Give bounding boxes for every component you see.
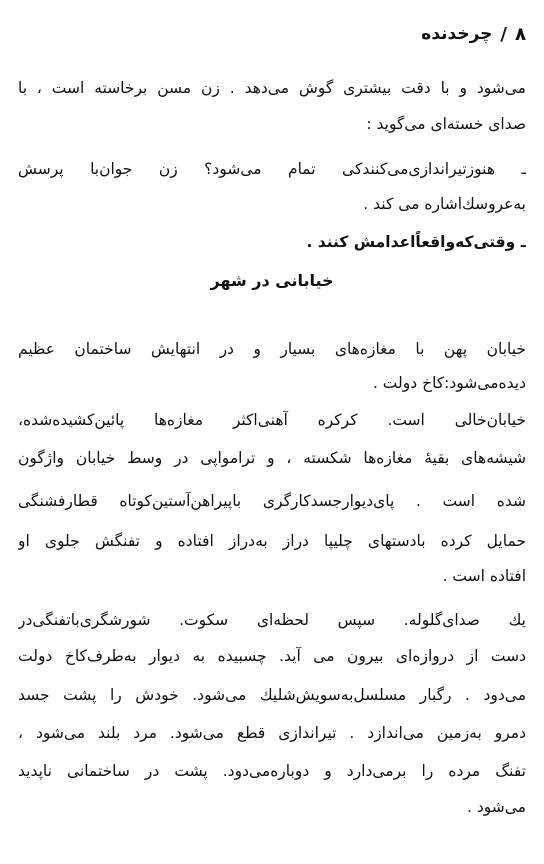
dialogue-line: ـ هنوزتیراندازی‌می‌کنندکی تمام می‌شود؟ زن جوان‌با پرسش — [18, 160, 526, 178]
scene-heading: خیابانی در شهر — [210, 271, 334, 290]
text-line: یك صدای‌گلوله. سپس لحظه‌ای سکوت. شورشگری‌باتفنگی‌در — [18, 611, 526, 629]
text-line: دست از دروازه‌ای بیرون می آید. چسبیده به دیوار به‌طرف‌کاخ دولت — [18, 647, 526, 665]
dialogue-line: ـ وقتی‌که‌واقعاً‌اعدامش کنند . — [306, 233, 526, 251]
book-title: چرخدنده — [421, 24, 493, 44]
text-line: خیابان پهن با مغازه‌های بسیار و در انتهایش ساختمان عظیم — [18, 340, 526, 358]
text-line: می‌شود . — [467, 798, 526, 816]
text-line: تفنگ مرده را برمی‌دارد و دوباره‌می‌دود. پشت در ساختمانی ناپدید — [18, 762, 526, 780]
text-line: می‌دود . رگبار مسلسل‌به‌سویش‌شلیك می‌شود. خودش را پشت جسد — [18, 686, 526, 704]
text-line: دیده‌می‌شود:کاخ دولت . — [372, 374, 526, 392]
text-line: شده است . پای‌دیوارجسدکارگری باپیراهن‌آستین‌کوتاه قطارفشنگی — [18, 492, 526, 510]
text-line: افتاده است . — [442, 567, 526, 585]
text-line: دمرو به‌زمین می‌اندازد . تیراندازی قطع می‌شود. مرد بلند می‌شود ، — [18, 724, 526, 742]
text-line: به‌عروسك‌اشاره می کند . — [363, 195, 526, 213]
text-line: می‌شود و با دقت بیشتری گوش می‌دهد . زن مسن برخاسته است ، با — [18, 79, 526, 97]
page-number: ۸ — [515, 23, 526, 45]
text-line: شیشه‌های بقیهٔ مغازه‌ها شکسته ، و ترامواپی در وسط خیابان واژگون — [18, 449, 526, 467]
text-line: صدای خسته‌ای می‌گوید : — [366, 115, 526, 133]
page-header — [18, 20, 526, 48]
header-separator: / — [500, 23, 507, 45]
text-line: حمایل کرده بادستهای چلیپا دراز به‌در‌از افتاده و تفنگش جلوی او — [18, 532, 526, 550]
text-line: خیابان‌خالی است. کرکره آهنی‌اکثر مغازه‌ها پائین‌کشیده‌شده، — [18, 411, 526, 429]
